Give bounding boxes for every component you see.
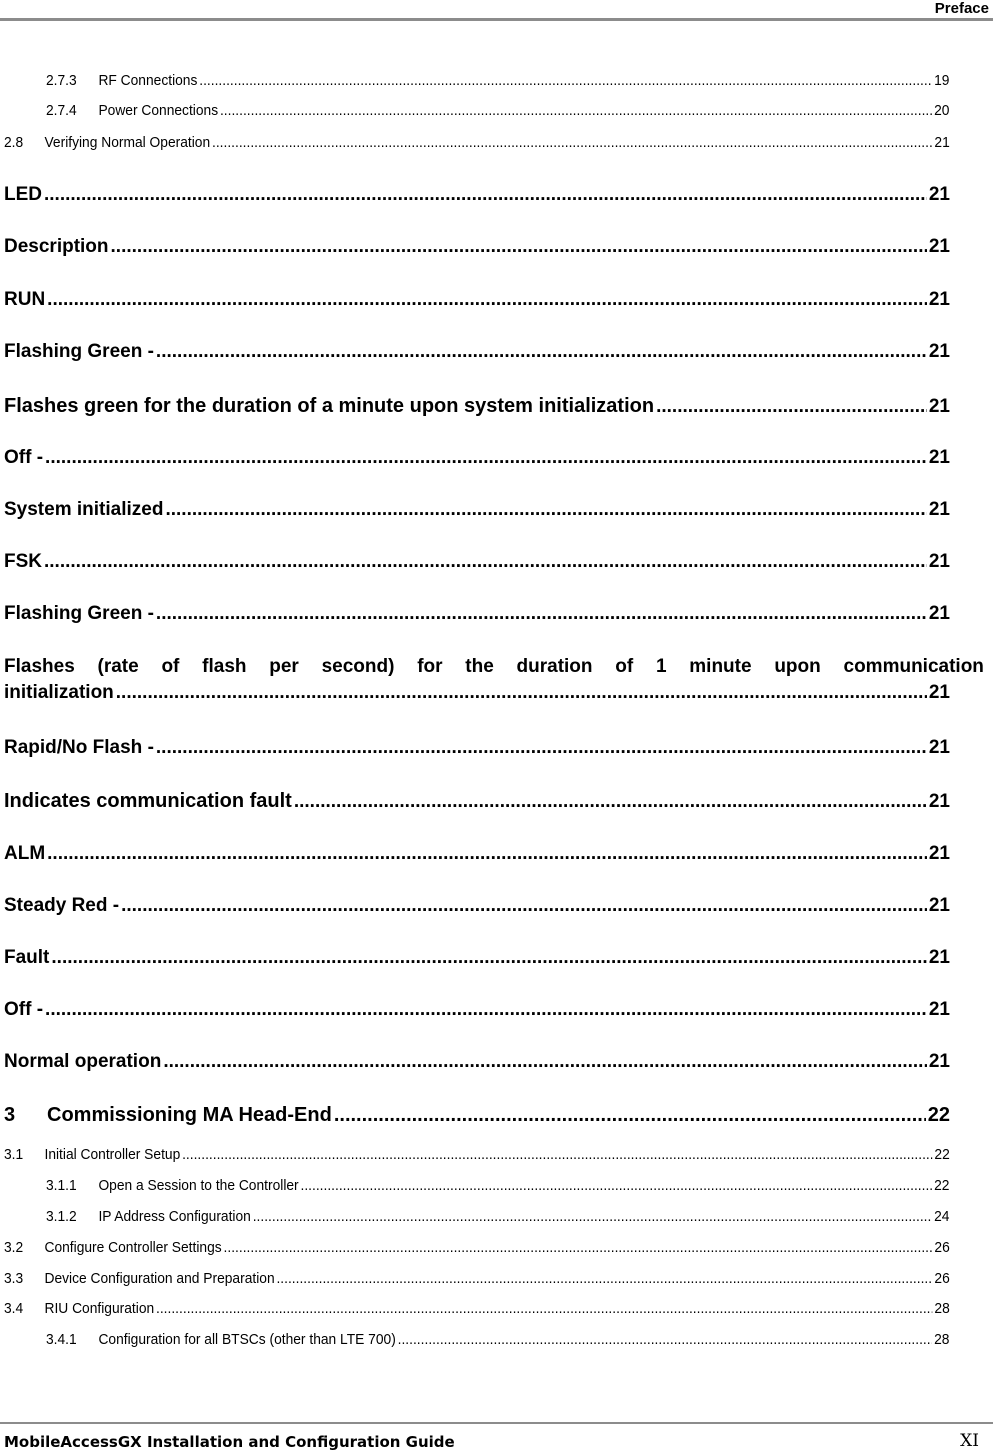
toc-entry-page: 22 — [934, 1177, 950, 1194]
toc-entry-title: Flashing Green - — [4, 341, 154, 362]
toc-entry-number: 3.2 — [4, 1239, 24, 1256]
toc-entry[interactable] — [4, 1237, 950, 1259]
toc-entry-page: 21 — [928, 791, 950, 812]
toc-entry-title: Configure Controller Settings — [44, 1239, 222, 1256]
toc-entry-page: 21 — [928, 236, 950, 257]
title-word: (rate — [97, 656, 139, 677]
toc-entry-page: 21 — [928, 341, 950, 362]
footer-page-number: XI — [960, 1431, 979, 1451]
header-divider — [0, 18, 993, 21]
toc-entry-title: Verifying Normal Operation — [44, 134, 211, 151]
toc-entry-title: IP Address Configuration — [98, 1208, 251, 1225]
toc-entry[interactable] — [4, 393, 950, 419]
toc-entry-wrapped[interactable] — [4, 654, 984, 706]
toc-entry-page: 21 — [928, 184, 950, 205]
toc-entry-title: Flashing Green - — [4, 603, 154, 624]
title-word: upon — [774, 656, 821, 677]
toc-entry-title: Indicates communication fault — [4, 790, 292, 812]
toc-entry-title: Initial Controller Setup — [44, 1146, 181, 1163]
title-word: flash — [202, 656, 247, 677]
toc-entry[interactable] — [4, 1049, 950, 1075]
toc-entry-title: Commissioning MA Head-End — [47, 1104, 332, 1126]
toc-entry[interactable] — [4, 1268, 950, 1290]
footer-divider — [0, 1422, 993, 1424]
toc-entry-title: Fault — [4, 947, 50, 968]
toc-entry-page: 21 — [928, 499, 950, 520]
title-word: for — [417, 656, 443, 677]
toc-entry-title: Rapid/No Flash - — [4, 737, 154, 758]
title-word: of — [161, 656, 180, 677]
toc-entry[interactable] — [4, 945, 950, 971]
dot-leader — [156, 601, 927, 627]
toc-entry-title: Normal operation — [4, 1051, 162, 1072]
toc-entry-number: 3.3 — [4, 1270, 24, 1287]
toc-entry-title: Device Configuration and Preparation — [44, 1270, 275, 1287]
toc-entry[interactable] — [4, 1102, 950, 1128]
dot-leader — [224, 1237, 933, 1259]
dot-leader — [51, 945, 926, 971]
toc-entry-page: 21 — [928, 447, 950, 468]
running-header-section: Preface — [934, 0, 989, 17]
toc-entry-page: 28 — [934, 1331, 950, 1348]
toc-entry-page: 19 — [934, 72, 950, 89]
dot-leader — [165, 497, 926, 523]
dot-leader — [220, 100, 932, 122]
dot-leader — [156, 735, 927, 761]
toc-entry-page: 26 — [934, 1239, 950, 1256]
toc-entry-title: RUN — [4, 289, 46, 310]
toc-entry-page: 22 — [934, 1146, 950, 1163]
title-word: minute — [689, 656, 752, 677]
toc-entry-number: 2.8 — [4, 134, 24, 151]
toc-entry-title: FSK — [4, 551, 42, 572]
toc-entry-number: 3.1.2 — [46, 1208, 77, 1225]
toc-entry-number: 3.4.1 — [46, 1331, 77, 1348]
title-word: 1 — [655, 656, 667, 677]
dot-leader — [276, 1268, 932, 1290]
title-word: communication — [843, 656, 984, 677]
toc-entry[interactable] — [4, 132, 950, 154]
toc-entry-title-line — [4, 654, 984, 680]
dot-leader — [182, 1144, 932, 1166]
toc-entry[interactable] — [46, 1175, 949, 1197]
dot-leader — [44, 549, 927, 575]
dot-leader — [44, 182, 927, 208]
toc-entry-page: 21 — [928, 843, 950, 864]
toc-entry-page: 21 — [928, 1051, 950, 1072]
toc-entry-title: Flashes green for the duration of a minute upon system initialization — [4, 395, 655, 417]
toc-entry-page: 21 — [928, 737, 950, 758]
toc-entry[interactable] — [4, 1144, 950, 1166]
toc-entry-page: 21 — [928, 551, 950, 572]
toc-entry[interactable] — [4, 1298, 950, 1320]
toc-entry-title: Open a Session to the Controller — [98, 1177, 299, 1194]
toc-entry-page: 20 — [934, 102, 950, 119]
dot-leader — [116, 680, 927, 706]
title-word: second) — [321, 656, 395, 677]
title-word: the — [465, 656, 494, 677]
toc-entry-title: RIU Configuration — [44, 1300, 155, 1317]
dot-leader — [334, 1102, 926, 1128]
toc-entry-title-end: initialization — [4, 682, 114, 703]
toc-entry-title: RF Connections — [98, 72, 198, 89]
toc-entry-title: System initialized — [4, 499, 164, 520]
toc-entry-title: Off - — [4, 447, 44, 468]
toc-entry-page: 21 — [928, 947, 950, 968]
dot-leader — [294, 789, 927, 814]
toc-entry-page: 22 — [927, 1104, 950, 1126]
toc-entry[interactable] — [4, 287, 950, 313]
dot-leader — [398, 1329, 933, 1351]
toc-entry[interactable] — [4, 997, 950, 1023]
toc-entry[interactable] — [4, 841, 950, 867]
toc-entry-number: 3.1.1 — [46, 1177, 77, 1194]
toc-entry-page: 21 — [928, 396, 950, 417]
toc-entry-number: 2.7.3 — [46, 72, 77, 89]
dot-leader — [253, 1206, 933, 1228]
toc-entry-page: 21 — [934, 134, 950, 151]
toc-entry-number: 2.7.4 — [46, 102, 77, 119]
toc-entry-title: LED — [4, 184, 42, 205]
toc-entry[interactable] — [4, 339, 950, 365]
dot-leader — [163, 1049, 927, 1075]
toc-entry-title: Steady Red - — [4, 895, 120, 916]
toc-entry[interactable] — [4, 893, 950, 919]
dot-leader — [156, 1298, 933, 1320]
toc-entry-page: 21 — [928, 682, 950, 703]
toc-entry-number: 3.4 — [4, 1300, 24, 1317]
toc-entry-page: 21 — [928, 895, 950, 916]
dot-leader — [212, 132, 933, 154]
toc-entry-number: 3.1 — [4, 1146, 24, 1163]
dot-leader — [300, 1175, 932, 1197]
dot-leader — [156, 339, 927, 365]
dot-leader — [121, 893, 927, 919]
toc-entry-page: 28 — [934, 1300, 950, 1317]
toc-entry[interactable] — [46, 1329, 949, 1351]
toc-entry-title: ALM — [4, 843, 46, 864]
toc-entry-title: Power Connections — [98, 102, 219, 119]
toc-entry[interactable] — [4, 549, 950, 575]
dot-leader — [45, 997, 927, 1023]
dot-leader — [111, 234, 927, 260]
toc-entry[interactable] — [46, 100, 949, 122]
toc-entry-title: Description — [4, 236, 109, 257]
toc-entry-page: 26 — [934, 1270, 950, 1287]
toc-entry[interactable] — [4, 234, 950, 260]
toc-entry[interactable] — [4, 601, 950, 627]
dot-leader — [47, 841, 927, 867]
toc-entry[interactable] — [46, 70, 949, 92]
toc-entry-title: Configuration for all BTSCs (other than LTE 700) — [98, 1331, 396, 1348]
toc-entry[interactable] — [4, 182, 950, 208]
toc-entry[interactable] — [4, 497, 950, 523]
dot-leader — [47, 287, 927, 313]
toc-entry-number: 3 — [4, 1104, 16, 1126]
dot-leader — [199, 70, 932, 92]
toc-entry-page: 24 — [934, 1208, 950, 1225]
title-word: of — [615, 656, 634, 677]
title-word: per — [269, 656, 299, 677]
toc-entry[interactable] — [4, 788, 950, 814]
title-word: duration — [516, 656, 593, 677]
dot-leader — [656, 394, 927, 419]
footer-document-title: MobileAccessGX Installation and Configuration Guide — [4, 1433, 455, 1451]
toc-entry-page: 21 — [928, 999, 950, 1020]
toc-entry-title: Off - — [4, 999, 44, 1020]
toc-entry[interactable] — [46, 1206, 949, 1228]
toc-entry-page: 21 — [928, 289, 950, 310]
toc-entry[interactable] — [4, 735, 950, 761]
title-word: Flashes — [4, 656, 75, 677]
toc-entry[interactable] — [4, 445, 950, 471]
dot-leader — [45, 445, 927, 471]
toc-entry-page: 21 — [928, 603, 950, 624]
